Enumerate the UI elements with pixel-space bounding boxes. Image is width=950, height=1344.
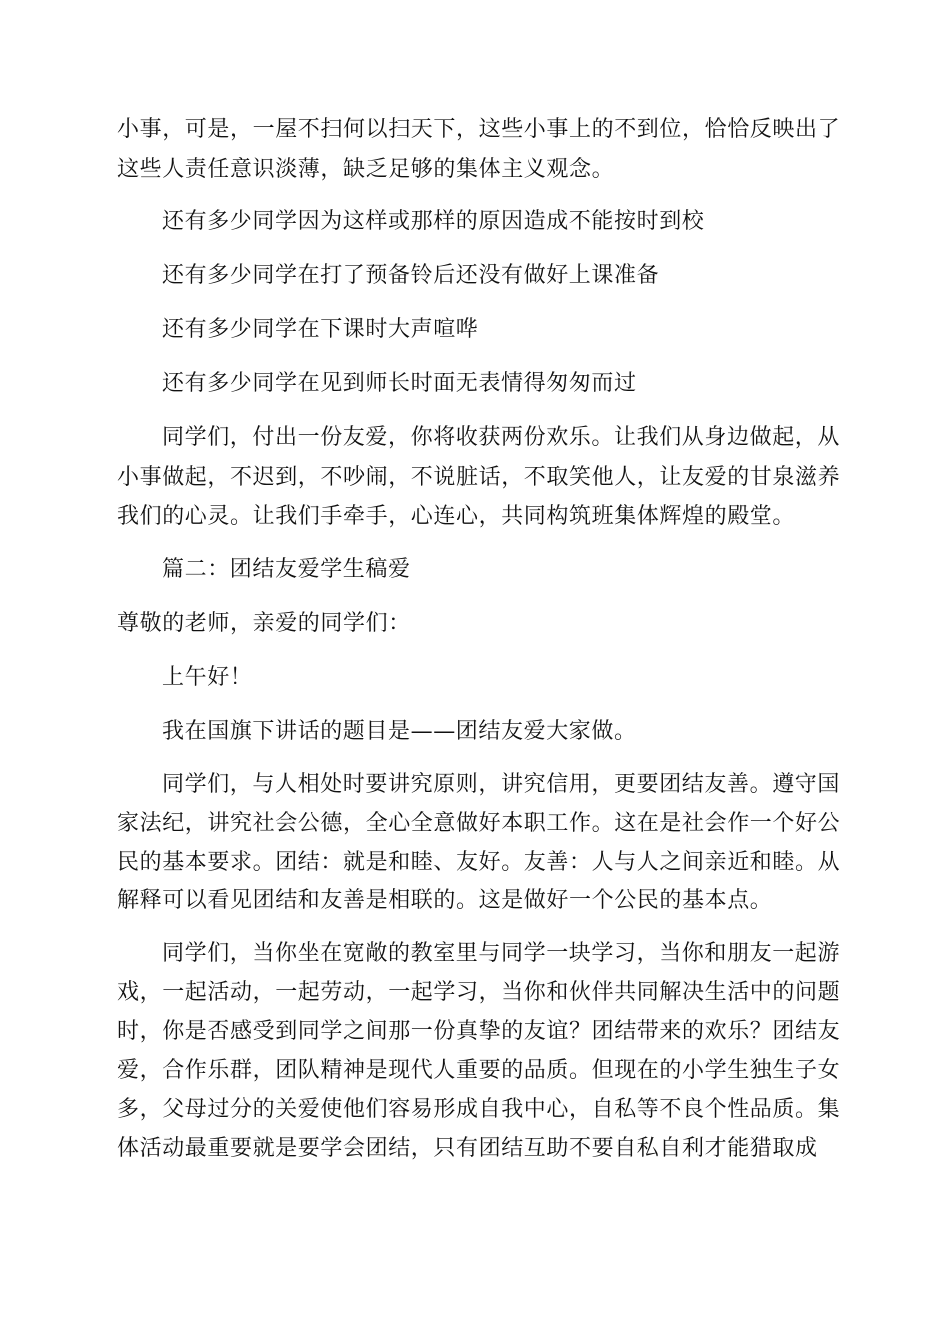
question-line-1: 还有多少同学因为这样或那样的原因造成不能按时到校 bbox=[162, 209, 705, 234]
text-line: 多，父母过分的关爱使他们容易形成自我中心，自私等不良个性品质。集 bbox=[117, 1097, 841, 1122]
text-line: 戏，一起活动，一起劳动，一起学习，当你和伙伴共同解决生活中的问题 bbox=[117, 980, 841, 1005]
section-heading: 篇二：团结友爱学生稿爱 bbox=[162, 557, 411, 582]
text-line: 小事做起，不迟到，不吵闹，不说脏话，不取笑他人，让友爱的甘泉滋养 bbox=[117, 465, 841, 490]
text-line: 这些人责任意识淡薄，缺乏足够的集体主义观念。 bbox=[117, 157, 615, 182]
text-line: 我们的心灵。让我们手牵手，心连心，共同构筑班集体辉煌的殿堂。 bbox=[117, 504, 796, 529]
question-line-2: 还有多少同学在打了预备铃后还没有做好上课准备 bbox=[162, 263, 660, 288]
text-line: 同学们，当你坐在宽敞的教室里与同学一块学习，当你和朋友一起游 bbox=[162, 941, 841, 966]
question-line-4: 还有多少同学在见到师长时面无表情得匆匆而过 bbox=[162, 371, 637, 396]
greeting: 上午好！ bbox=[162, 665, 253, 690]
text-line: 家法纪，讲究社会公德，全心全意做好本职工作。这在是社会作一个好公 bbox=[117, 811, 841, 836]
question-line-3: 还有多少同学在下课时大声喧哗 bbox=[162, 317, 479, 342]
text-line: 时，你是否感受到同学之间那一份真挚的友谊？团结带来的欢乐？团结友 bbox=[117, 1019, 841, 1044]
text-line: 同学们，付出一份友爱，你将收获两份欢乐。让我们从身边做起，从 bbox=[162, 425, 841, 450]
salutation: 尊敬的老师，亲爱的同学们： bbox=[117, 611, 411, 636]
text-line: 民的基本要求。团结：就是和睦、友好。友善：人与人之间亲近和睦。从 bbox=[117, 850, 841, 875]
text-line: 爱，合作乐群，团队精神是现代人重要的品质。但现在的小学生独生子女 bbox=[117, 1058, 841, 1083]
speech-topic: 我在国旗下讲话的题目是——团结友爱大家做。 bbox=[162, 719, 637, 744]
text-line: 同学们，与人相处时要讲究原则，讲究信用，更要团结友善。遵守国 bbox=[162, 772, 841, 797]
text-line: 小事，可是，一屋不扫何以扫天下，这些小事上的不到位，恰恰反映出了 bbox=[117, 117, 841, 142]
text-line: 解释可以看见团结和友善是相联的。这是做好一个公民的基本点。 bbox=[117, 888, 773, 913]
text-line: 体活动最重要就是要学会团结，只有团结互助不要自私自利才能猎取成 bbox=[117, 1136, 818, 1161]
